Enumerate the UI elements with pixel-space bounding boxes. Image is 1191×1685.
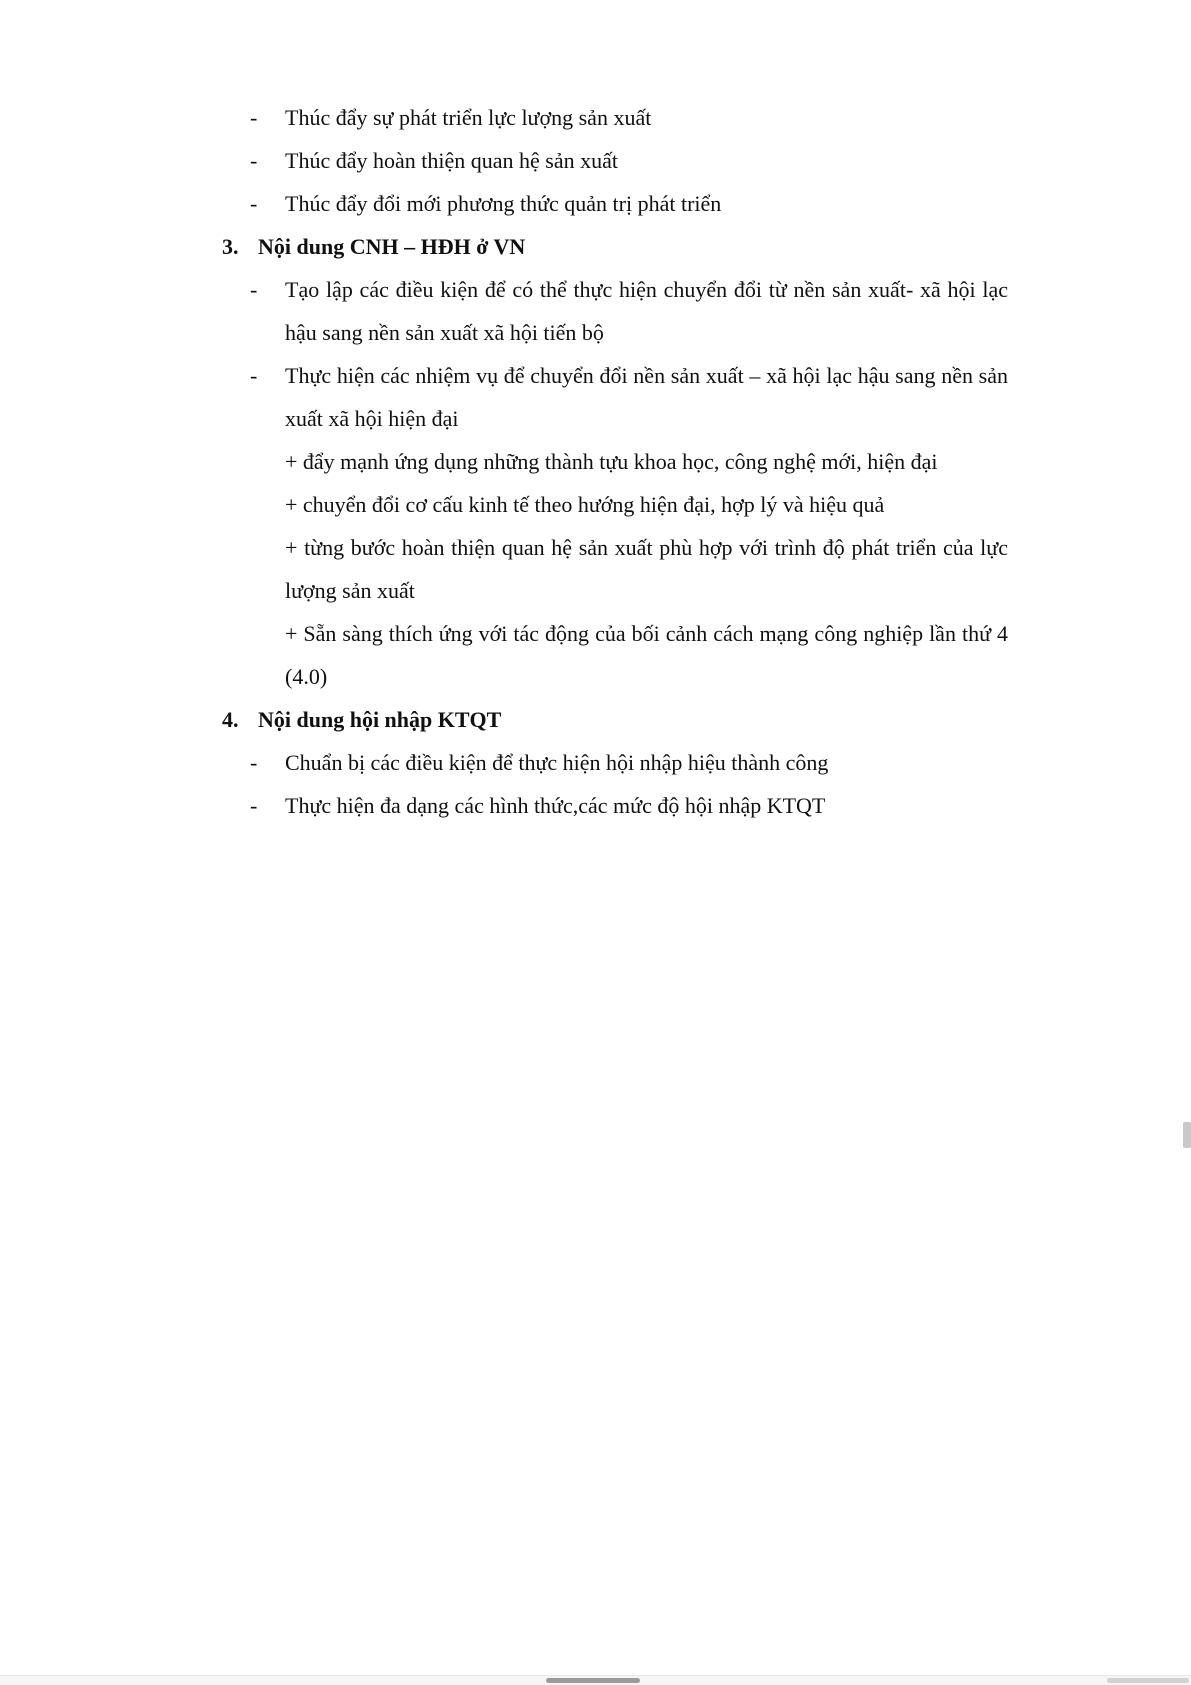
horizontal-scrollbar-corner	[1107, 1678, 1189, 1683]
vertical-scrollbar-thumb[interactable]	[1183, 1122, 1191, 1148]
list-marker: -	[250, 793, 258, 818]
list-text: Thực hiện các nhiệm vụ để chuyển đổi nền sản xuất – xã hội lạc hậu sang nền sản xuất xã hội hiện đại	[285, 363, 1008, 431]
list-text: Thúc đẩy hoàn thiện quan hệ sản xuất	[285, 148, 618, 173]
list-item	[222, 182, 1008, 225]
list-text: Thúc đẩy sự phát triển lực lượng sản xuất	[285, 105, 652, 130]
horizontal-scrollbar-thumb[interactable]	[546, 1678, 640, 1683]
section-title: Nội dung hội nhập KTQT	[258, 707, 502, 732]
list-marker: -	[250, 191, 258, 216]
section-heading	[222, 698, 1008, 741]
list-text: Thực hiện đa dạng các hình thức,các mức độ hội nhập KTQT	[285, 793, 826, 818]
list-marker: -	[250, 750, 258, 775]
sub-item: + Sẵn sàng thích ứng với tác động của bối cảnh cách mạng công nghiệp lần thứ 4 (4.0)	[285, 621, 1008, 689]
list-item	[222, 96, 1008, 139]
section-number: 3.	[222, 234, 239, 259]
list-item	[222, 354, 1008, 440]
section-title: Nội dung CNH – HĐH ở VN	[258, 234, 526, 259]
list-text: Chuẩn bị các điều kiện để thực hiện hội nhập hiệu thành công	[285, 750, 829, 775]
document-content	[222, 96, 1008, 827]
list-marker: -	[250, 277, 258, 302]
list-marker: -	[250, 105, 258, 130]
list-item	[222, 139, 1008, 182]
sub-item: + đẩy mạnh ứng dụng những thành tựu khoa học, công nghệ mới, hiện đại	[285, 449, 938, 474]
sub-item: + chuyển đổi cơ cấu kinh tế theo hướng hiện đại, hợp lý và hiệu quả	[285, 492, 885, 517]
section-number: 4.	[222, 707, 239, 732]
list-item	[222, 784, 1008, 827]
sub-item: + từng bước hoàn thiện quan hệ sản xuất phù hợp với trình độ phát triển của lực lượng sản xuất	[285, 535, 1008, 603]
list-text: Tạo lập các điều kiện để có thể thực hiện chuyển đổi từ nền sản xuất- xã hội lạc hậu sang nền sản xuất xã hội tiến bộ	[285, 277, 1008, 345]
section-heading	[222, 225, 1008, 268]
list-item	[222, 268, 1008, 354]
horizontal-scrollbar[interactable]	[0, 1675, 1191, 1685]
list-text: Thúc đẩy đổi mới phương thức quản trị phát triển	[285, 191, 722, 216]
list-marker: -	[250, 363, 258, 388]
list-marker: -	[250, 148, 258, 173]
list-item	[222, 741, 1008, 784]
